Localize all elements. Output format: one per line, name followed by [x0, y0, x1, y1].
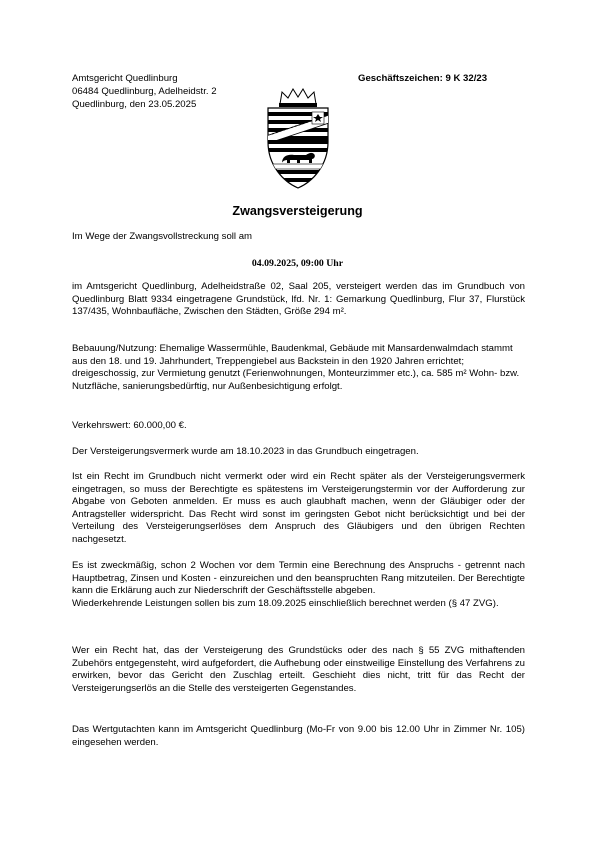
court-address-block [72, 72, 217, 111]
location-paragraph [72, 281, 525, 319]
case-number: Geschäftszeichen: 9 K 32/23 [358, 73, 488, 84]
claims-text: Es ist zweckmäßig, schon 2 Wochen vor dem Termin eine Berechnung des Anspruchs - getrennt nach Hauptbetrag, Zinsen und Kosten - einzureichen und den beanspruchten Rang mitzuteilen. Der Berechtigte kann die Erklärung auch zur Niederschrift der Geschäftsstelle abgeben. [72, 560, 525, 597]
document-title: Zwangsversteigerung [232, 204, 363, 218]
market-value-text: Verkehrswert: 60.000,00 €. [72, 420, 187, 431]
appraisal-paragraph [72, 724, 525, 749]
court-address: 06484 Quedlinburg, Adelheidstr. 2 [72, 86, 217, 97]
intro-text [72, 231, 525, 244]
rights-paragraph [72, 471, 525, 547]
court-name: Amtsgericht Quedlinburg [72, 73, 178, 84]
auction-datetime: 04.09.2025, 09:00 Uhr [251, 258, 344, 269]
place-date: Quedlinburg, den 23.05.2025 [72, 99, 197, 110]
value-paragraph [72, 420, 525, 433]
recurring-payments-text: Wiederkehrende Leistungen sollen bis zum 18.09.2025 einschließlich berechnet werden (§ 47 ZVG). [72, 597, 499, 609]
intro-sentence: Im Wege der Zwangsvollstreckung soll am [72, 231, 253, 242]
objection-paragraph [72, 645, 525, 695]
objection-text: Wer ein Recht hat, das der Versteigerung des Grundstücks oder des nach § 55 ZVG mithaftenden Zubehörs entgegensteht, wird aufgefordert, die Aufhebung oder einstweilige Einstellung des Verfahrens zu erwirken, bevor das Gericht den Zuschlag erteilt. Geschieht dies nicht, tritt für das Recht der Versteigerungserlös an die Stelle des versteigerten Gegenstandes. [72, 645, 525, 694]
building-text: Bebauung/Nutzung: Ehemalige Wassermühle, Baudenkmal, Gebäude mit Mansardenwalmdach stammt aus den 18. und 19. Jahrhundert, Treppengiebel aus Backstein in den 1920 Jahren errichtet; dreigeschossig, zur Vermietung genutzt (Ferienwohnungen, Monteurzimmer etc.), ca. 585 m² Wohn- bzw. Nutzfläche, sanierungsbedürftig, nur Außenbesichtigung erfolgt. [72, 343, 520, 392]
appraisal-text: Das Wertgutachten kann im Amtsgericht Quedlinburg (Mo-Fr von 9.00 bis 12.00 Uhr in Zimmer Nr. 105) eingesehen werden. [72, 724, 525, 748]
rights-text: Ist ein Recht im Grundbuch nicht vermerkt oder wird ein Recht später als der Versteigerungsvermerk eingetragen, so muss der Berechtigte es spätestens im Versteigerungstermin vor der Aufforderung zur Abgabe von Geboten anmelden. Er muss es auch glaubhaft machen, wenn der Gläubiger oder der Antragsteller widerspricht. Das Recht wird sonst im geringsten Gebot nicht berücksichtigt und bei der Verteilung des Versteigerungserlöses dem Anspruch des Gläubigers und den übrigen Rechten nachgesetzt. [72, 471, 525, 545]
saxony-anhalt-coat-of-arms-icon [262, 86, 334, 190]
building-paragraph [72, 343, 525, 393]
claims-paragraph [72, 560, 525, 610]
registration-paragraph [72, 446, 525, 459]
location-text: im Amtsgericht Quedlinburg, Adelheidstraße 02, Saal 205, versteigert werden das im Grundbuch von Quedlinburg Blatt 9334 eingetragene Grundstück, lfd. Nr. 1: Gemarkung Quedlinburg, Flur 37, Flurstück 137/435, Wohnbaufläche, Zwischen den Städten, Größe 294 m². [72, 281, 525, 318]
registration-text: Der Versteigerungsvermerk wurde am 18.10.2023 in das Grundbuch eingetragen. [72, 446, 419, 457]
